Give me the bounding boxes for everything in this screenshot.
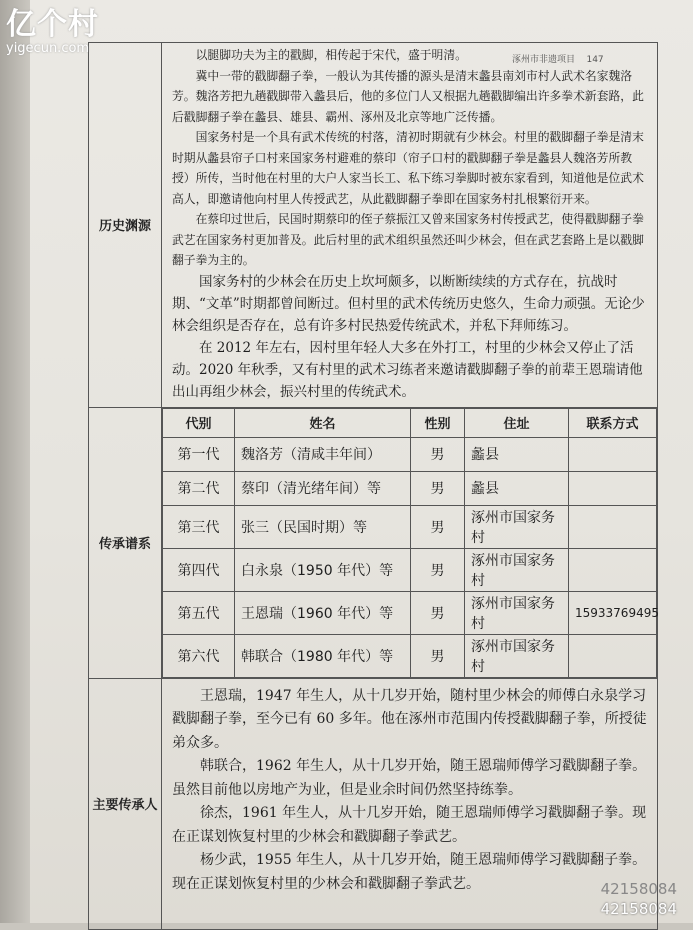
cell-generation: 第三代 [163, 505, 235, 548]
history-label: 历史渊源 [89, 43, 162, 408]
header-name: 姓名 [235, 408, 411, 437]
cell-sex: 男 [411, 437, 465, 471]
cell-generation: 第一代 [163, 437, 235, 471]
watermark-en: yigecun.com [6, 41, 90, 56]
cell-sex: 男 [411, 471, 465, 505]
genealogy-content [162, 407, 658, 678]
inheritor-paragraph: 韩联合，1962 年生人，从十几岁开始，随王恩瑞师傅学习戳脚翻子拳。虽然目前他以房地产为业，但是业余时间仍然坚持练拳。 [172, 758, 647, 798]
cell-contact: 15933769495 [569, 591, 657, 634]
history-paragraph: 冀中一带的戳脚翻子拳，一般认为其传播的源头是清末蠡县南刘市村人武术名家魏洛芳。魏洛芳把九趟戳脚带入蠡县后，他的多位门人又根据九趟戳脚编出许多拳术新套路，此后戳脚翻子拳在蠡县、雄县、霸州、涿州及北京等地广泛传播。 [172, 68, 644, 124]
heritage-table [88, 42, 658, 930]
genealogy-row [89, 407, 658, 678]
table-row [163, 634, 657, 677]
cell-generation: 第二代 [163, 471, 235, 505]
inheritors-content [162, 678, 658, 929]
site-watermark [6, 8, 99, 56]
history-paragraph: 国家务村是一个具有武术传统的村落，清初时期就有少林会。村里的戳脚翻子拳是清末时期从蠡县帘子口村来国家务村避难的蔡印（帘子口村的戳脚翻子拳是蠡县人魏洛芳所教授）所传，当时他在村里的大户人家当长工、私下练习拳脚时被东家看到，知道他是位武术高人，即邀请他向村里人传授武艺，从此戳脚翻子拳即在国家务村扎根繁衍开来。 [172, 130, 644, 206]
history-paragraph: 以腿脚功夫为主的戳脚，相传起于宋代，盛于明清。 [195, 48, 467, 62]
page-number: 147 [586, 55, 604, 65]
cell-sex: 男 [411, 634, 465, 677]
history-paragraph: 在蔡印过世后，民国时期蔡印的侄子蔡振江又曾来国家务村传授武艺，使得戳脚翻子拳武艺在国家务村更加普及。此后村里的武术组织虽然还叫少林会，但在武艺套路上是以戳脚翻子拳为主的。 [172, 212, 644, 267]
cell-name: 王恩瑞（1960 年代）等 [235, 591, 411, 634]
table-row [163, 548, 657, 591]
inheritors-row [89, 678, 658, 929]
history-paragraph: 国家务村的少林会在历史上坎坷颇多，以断断续续的方式存在，抗战时期、“文革”时期都曾间断过。但村里的武术传统历史悠久，生命力顽强。无论少林会组织是否存在，总有许多村民热爱传统武术，并私下拜师练习。 [172, 273, 645, 334]
cell-name: 蔡印（清光绪年间）等 [235, 471, 411, 505]
cell-sex: 男 [411, 505, 465, 548]
table-row [163, 437, 657, 471]
cell-address: 蠡县 [465, 471, 569, 505]
header-contact: 联系方式 [569, 408, 657, 437]
cell-contact [569, 548, 657, 591]
header-address: 住址 [465, 408, 569, 437]
history-paragraph: 在 2012 年左右，因村里年轻人大多在外打工，村里的少林会又停止了活动。2020 年秋季，又有村里的武术习练者来邀请戳脚翻子拳的前辈王恩瑞请他出山再组少林会，振兴村里的传统武术。 [172, 339, 643, 400]
cell-generation: 第四代 [163, 548, 235, 591]
cell-name: 韩联合（1980 年代）等 [235, 634, 411, 677]
cell-contact [569, 505, 657, 548]
genealogy-label: 传承谱系 [89, 407, 162, 678]
header-generation: 代别 [163, 408, 235, 437]
inheritor-paragraph: 徐杰，1961 年生人，从十几岁开始，随王恩瑞师傅学习戳脚翻子拳。现在正谋划恢复村里的少林会和戳脚翻子拳武艺。 [172, 805, 647, 845]
genealogy-header-row [163, 408, 657, 437]
cell-name: 张三（民国时期）等 [235, 505, 411, 548]
cell-contact [569, 437, 657, 471]
header-sex: 性别 [411, 408, 465, 437]
cell-address: 涿州市国家务村 [465, 634, 569, 677]
cell-generation: 第五代 [163, 591, 235, 634]
genealogy-table [162, 408, 657, 678]
inheritor-paragraph: 杨少武，1955 年生人，从十几岁开始，随王恩瑞师傅学习戳脚翻子拳。现在正谋划恢复村里的少林会和戳脚翻子拳武艺。 [172, 852, 647, 892]
inheritors-label: 主要传承人 [89, 678, 162, 929]
cell-contact [569, 634, 657, 677]
history-row [89, 43, 658, 408]
document-id-shadow: 42158084 [600, 880, 677, 898]
cell-sex: 男 [411, 548, 465, 591]
cell-address: 蠡县 [465, 437, 569, 471]
document-id: 42158084 [600, 900, 677, 918]
table-row [163, 471, 657, 505]
cell-name: 白永泉（1950 年代）等 [235, 548, 411, 591]
table-row [163, 591, 657, 634]
cell-generation: 第六代 [163, 634, 235, 677]
cell-address: 涿州市国家务村 [465, 548, 569, 591]
history-content [162, 43, 658, 408]
cell-address: 涿州市国家务村 [465, 591, 569, 634]
watermark-cn: 亿个村 [6, 7, 99, 42]
cell-name: 魏洛芳（清咸丰年间） [235, 437, 411, 471]
cell-address: 涿州市国家务村 [465, 505, 569, 548]
table-row [163, 505, 657, 548]
inheritor-paragraph: 王恩瑞，1947 年生人，从十几岁开始，随村里少林会的师傅白永泉学习戳脚翻子拳，至今已有 60 多年。他在涿州市范围内传授戳脚翻子拳，所授徒弟众多。 [172, 687, 647, 751]
cell-contact [569, 471, 657, 505]
running-head-title: 涿州市非遗项目 [512, 55, 576, 65]
cell-sex: 男 [411, 591, 465, 634]
